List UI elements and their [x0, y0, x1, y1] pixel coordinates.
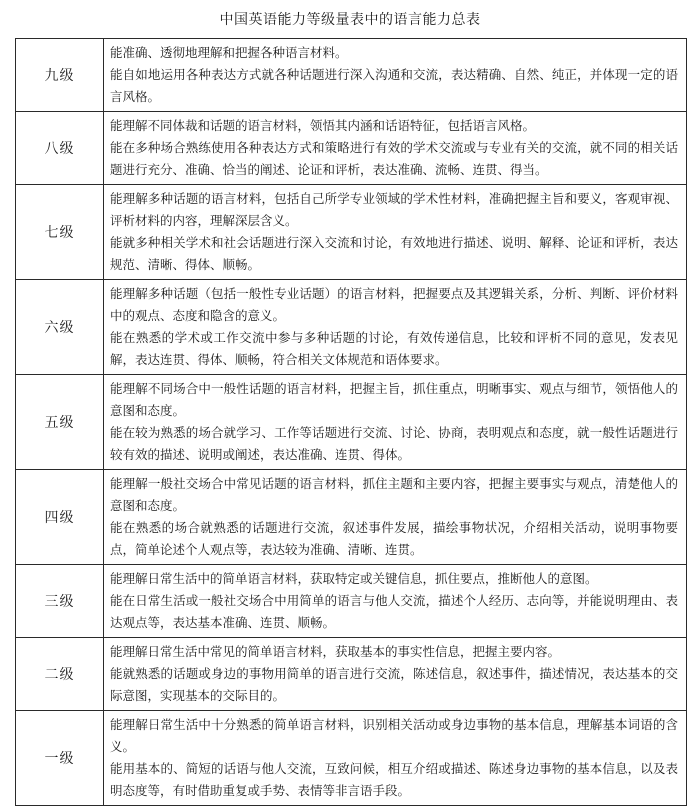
level-description [104, 711, 687, 806]
comprehension-description: 能准确、透彻地理解和把握各种语言材料。 [110, 45, 348, 60]
comprehension-description: 能理解日常生活中的简单语言材料，获取特定或关键信息，抓住要点，推断他人的意图。 [110, 571, 598, 586]
comprehension-description: 能理解日常生活中十分熟悉的简单语言材料，识别相关活动或身边事物的基本信息，理解基本词语的含义。 [110, 717, 678, 754]
expression-description: 能就多种相关学术和社会话题进行深入交流和讨论，有效地进行描述、说明、解释、论证和评析，表达规范、清晰、得体、顺畅。 [110, 235, 678, 272]
comprehension-description: 能理解不同场合中一般性话题的语言材料，把握主旨，抓住重点，明晰事实、观点与细节，领悟他人的意图和态度。 [110, 381, 678, 418]
level-description [104, 565, 687, 638]
table-row [16, 39, 687, 112]
table-title: 中国英语能力等级量表中的语言能力总表 [219, 12, 481, 28]
expression-description: 能在较为熟悉的场合就学习、工作等话题进行交流、讨论、协商，表明观点和态度，就一般性话题进行较有效的描述、说明或阐述，表达准确、连贯、得体。 [110, 425, 678, 462]
level-name: 三级 [16, 565, 104, 638]
level-name: 七级 [16, 185, 104, 280]
table-row [16, 112, 687, 185]
level-description [104, 375, 687, 470]
level-description [104, 638, 687, 711]
expression-description: 能在熟悉的学术或工作交流中参与多种话题的讨论，有效传递信息，比较和评析不同的意见，发表见解，表达连贯、得体、顺畅，符合相关文体规范和语体要求。 [110, 330, 678, 367]
level-name: 二级 [16, 638, 104, 711]
level-description [104, 280, 687, 375]
comprehension-description: 能理解多种话题的语言材料，包括自己所学专业领域的学术性材料，准确把握主旨和要义，客观审视、评析材料的内容，理解深层含义。 [110, 191, 678, 228]
level-name: 一级 [16, 711, 104, 806]
comprehension-description: 能理解一般社交场合中常见话题的语言材料，抓住主题和主要内容，把握主要事实与观点，清楚他人的意图和态度。 [110, 476, 678, 513]
level-name: 九级 [16, 39, 104, 112]
level-name: 六级 [16, 280, 104, 375]
expression-description: 能自如地运用各种表达方式就各种话题进行深入沟通和交流，表达精确、自然、纯正，并体现一定的语言风格。 [110, 67, 678, 104]
expression-description: 能在熟悉的场合就熟悉的话题进行交流，叙述事件发展，描绘事物状况，介绍相关活动，说明事物要点，简单论述个人观点等，表达较为准确、清晰、连贯。 [110, 520, 678, 557]
table-body [16, 39, 687, 806]
comprehension-description: 能理解多种话题（包括一般性专业话题）的语言材料，把握要点及其逻辑关系，分析、判断、评价材料中的观点、态度和隐含的意义。 [110, 286, 678, 323]
table-row [16, 375, 687, 470]
expression-description: 能就熟悉的话题或身边的事物用简单的语言进行交流，陈述信息，叙述事件，描述情况，表达基本的交际意图，实现基本的交际目的。 [110, 666, 678, 703]
table-row [16, 280, 687, 375]
table-row [16, 638, 687, 711]
language-ability-table [15, 38, 687, 806]
level-description [104, 185, 687, 280]
expression-description: 能在多种场合熟练使用各种表达方式和策略进行有效的学术交流或与专业有关的交流，就不同的相关话题进行充分、准确、恰当的阐述、论证和评析，表达准确、流畅、连贯、得当。 [110, 140, 678, 177]
level-description [104, 112, 687, 185]
comprehension-description: 能理解不同体裁和话题的语言材料，领悟其内涵和话语特征，包括语言风格。 [110, 118, 536, 133]
expression-description: 能在日常生活或一般社交场合中用简单的语言与他人交流，描述个人经历、志向等，并能说明理由、表达观点等，表达基本准确、连贯、顺畅。 [110, 593, 678, 630]
comprehension-description: 能理解日常生活中常见的简单语言材料，获取基本的事实性信息，把握主要内容。 [110, 644, 561, 659]
level-name: 五级 [16, 375, 104, 470]
table-row [16, 711, 687, 806]
table-row [16, 185, 687, 280]
level-description [104, 470, 687, 565]
level-name: 四级 [16, 470, 104, 565]
expression-description: 能用基本的、简短的话语与他人交流，互致问候，相互介绍或描述、陈述身边事物的基本信息，以及表明态度等，有时借助重复或手势、表情等非言语手段。 [110, 761, 678, 798]
table-row [16, 565, 687, 638]
level-name: 八级 [16, 112, 104, 185]
level-description [104, 39, 687, 112]
table-row [16, 470, 687, 565]
